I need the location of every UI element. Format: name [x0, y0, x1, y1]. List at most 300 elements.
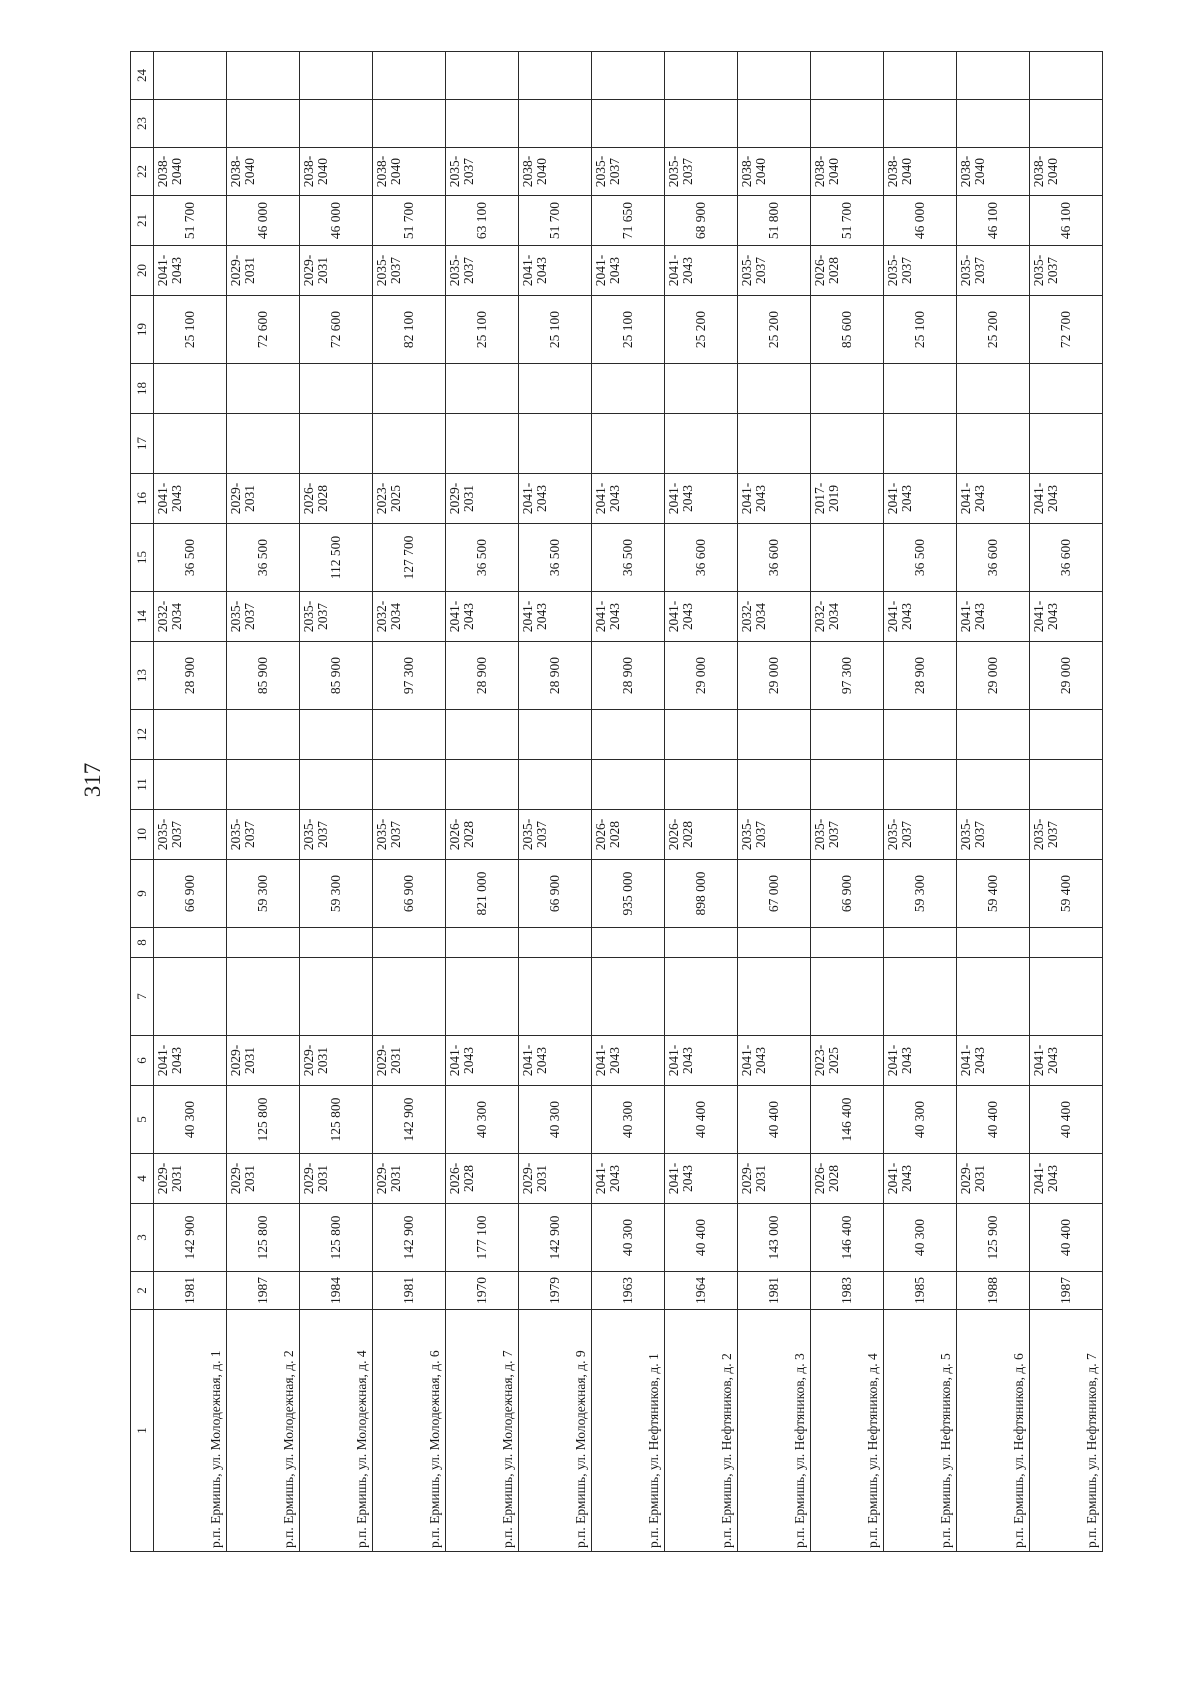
value-cell: 25 200: [957, 296, 1030, 364]
column-number: 21: [131, 196, 154, 246]
value-cell: [227, 100, 300, 148]
value-cell: 1970: [446, 1272, 519, 1310]
table-row: [373, 52, 446, 1552]
period-cell: 2041-2043: [592, 592, 665, 642]
period-cell: 2041-2043: [519, 474, 592, 524]
address-cell: р.п. Ермишь, ул. Нефтяников, д. 1: [592, 1310, 665, 1552]
value-cell: [519, 958, 592, 1036]
value-cell: [811, 524, 884, 592]
value-cell: 66 900: [811, 860, 884, 928]
value-cell: [592, 100, 665, 148]
value-cell: [957, 414, 1030, 474]
column-number: 4: [131, 1154, 154, 1204]
value-cell: 36 500: [154, 524, 227, 592]
period-cell: 2041-2043: [957, 592, 1030, 642]
period-cell: 2035-2037: [592, 148, 665, 196]
column-number: 16: [131, 474, 154, 524]
address-cell: р.п. Ермишь, ул. Нефтяников, д. 6: [957, 1310, 1030, 1552]
value-cell: 51 800: [738, 196, 811, 246]
period-cell: 2026-2028: [446, 1154, 519, 1204]
period-cell: 2041-2043: [592, 474, 665, 524]
value-cell: [154, 414, 227, 474]
value-cell: 36 500: [446, 524, 519, 592]
value-cell: [227, 760, 300, 810]
period-cell: 2029-2031: [373, 1154, 446, 1204]
value-cell: 46 000: [300, 196, 373, 246]
value-cell: [665, 710, 738, 760]
value-cell: 1984: [300, 1272, 373, 1310]
value-cell: [300, 364, 373, 414]
value-cell: 36 600: [665, 524, 738, 592]
period-cell: 2041-2043: [665, 592, 738, 642]
value-cell: [154, 100, 227, 148]
table-row: [227, 52, 300, 1552]
value-cell: [373, 710, 446, 760]
period-cell: 2032-2034: [738, 592, 811, 642]
value-cell: 72 600: [300, 296, 373, 364]
value-cell: [300, 928, 373, 958]
value-cell: 898 000: [665, 860, 738, 928]
period-cell: 2029-2031: [446, 474, 519, 524]
period-cell: 2035-2037: [300, 810, 373, 860]
value-cell: [957, 958, 1030, 1036]
value-cell: 1985: [884, 1272, 957, 1310]
value-cell: [519, 414, 592, 474]
period-cell: 2041-2043: [884, 1154, 957, 1204]
column-number: 19: [131, 296, 154, 364]
value-cell: [519, 364, 592, 414]
column-number: 9: [131, 860, 154, 928]
table-row: [811, 52, 884, 1552]
value-cell: [957, 100, 1030, 148]
period-cell: 2038-2040: [154, 148, 227, 196]
period-cell: 2032-2034: [811, 592, 884, 642]
value-cell: 1983: [811, 1272, 884, 1310]
period-cell: 2035-2037: [373, 246, 446, 296]
period-cell: 2029-2031: [227, 1036, 300, 1086]
value-cell: 82 100: [373, 296, 446, 364]
period-cell: 2035-2037: [957, 246, 1030, 296]
table-row: [154, 52, 227, 1552]
value-cell: [738, 100, 811, 148]
table-row: [957, 52, 1030, 1552]
value-cell: 142 900: [519, 1204, 592, 1272]
period-cell: 2035-2037: [884, 246, 957, 296]
value-cell: 59 300: [300, 860, 373, 928]
value-cell: [592, 710, 665, 760]
column-number: 22: [131, 148, 154, 196]
period-cell: 2041-2043: [446, 592, 519, 642]
column-number: 7: [131, 958, 154, 1036]
value-cell: [1030, 710, 1103, 760]
value-cell: [884, 760, 957, 810]
period-cell: 2035-2037: [884, 810, 957, 860]
value-cell: [592, 414, 665, 474]
value-cell: [884, 928, 957, 958]
value-cell: 46 000: [884, 196, 957, 246]
value-cell: [738, 414, 811, 474]
value-cell: 59 400: [1030, 860, 1103, 928]
value-cell: [446, 414, 519, 474]
value-cell: 1981: [154, 1272, 227, 1310]
value-cell: 66 900: [373, 860, 446, 928]
value-cell: [884, 710, 957, 760]
value-cell: [446, 958, 519, 1036]
period-cell: 2035-2037: [1030, 246, 1103, 296]
address-cell: р.п. Ермишь, ул. Молодежная, д. 4: [300, 1310, 373, 1552]
value-cell: [884, 958, 957, 1036]
period-cell: 2041-2043: [665, 1036, 738, 1086]
value-cell: [957, 710, 1030, 760]
period-cell: 2041-2043: [884, 474, 957, 524]
period-cell: 2041-2043: [1030, 592, 1103, 642]
value-cell: [227, 52, 300, 100]
value-cell: [154, 958, 227, 1036]
column-number-row: [131, 52, 154, 1552]
value-cell: 127 700: [373, 524, 446, 592]
value-cell: 29 000: [957, 642, 1030, 710]
value-cell: 40 400: [665, 1086, 738, 1154]
column-number: 14: [131, 592, 154, 642]
value-cell: 25 100: [519, 296, 592, 364]
table-row: [519, 52, 592, 1552]
value-cell: [373, 414, 446, 474]
value-cell: 40 300: [154, 1086, 227, 1154]
value-cell: [811, 100, 884, 148]
value-cell: 36 500: [592, 524, 665, 592]
value-cell: 1963: [592, 1272, 665, 1310]
period-cell: 2038-2040: [738, 148, 811, 196]
address-cell: р.п. Ермишь, ул. Молодежная, д. 6: [373, 1310, 446, 1552]
value-cell: [884, 52, 957, 100]
value-cell: 40 400: [738, 1086, 811, 1154]
value-cell: 46 000: [227, 196, 300, 246]
value-cell: 1988: [957, 1272, 1030, 1310]
period-cell: 2041-2043: [1030, 474, 1103, 524]
value-cell: 51 700: [154, 196, 227, 246]
value-cell: 1987: [1030, 1272, 1103, 1310]
value-cell: [300, 760, 373, 810]
period-cell: 2041-2043: [884, 1036, 957, 1086]
table-row: [300, 52, 373, 1552]
value-cell: 40 400: [1030, 1204, 1103, 1272]
value-cell: [957, 364, 1030, 414]
value-cell: 40 300: [884, 1204, 957, 1272]
address-cell: р.п. Ермишь, ул. Нефтяников, д. 4: [811, 1310, 884, 1552]
value-cell: 112 500: [300, 524, 373, 592]
value-cell: 36 600: [957, 524, 1030, 592]
value-cell: 142 900: [373, 1204, 446, 1272]
value-cell: 40 300: [592, 1086, 665, 1154]
value-cell: 142 900: [373, 1086, 446, 1154]
value-cell: 36 500: [519, 524, 592, 592]
value-cell: 85 900: [227, 642, 300, 710]
value-cell: 28 900: [154, 642, 227, 710]
value-cell: [227, 958, 300, 1036]
period-cell: 2041-2043: [592, 246, 665, 296]
value-cell: [738, 364, 811, 414]
value-cell: [300, 52, 373, 100]
period-cell: 2038-2040: [957, 148, 1030, 196]
value-cell: [592, 364, 665, 414]
value-cell: [300, 414, 373, 474]
value-cell: 63 100: [446, 196, 519, 246]
value-cell: 125 900: [957, 1204, 1030, 1272]
period-cell: 2041-2043: [738, 1036, 811, 1086]
column-number: 17: [131, 414, 154, 474]
address-cell: р.п. Ермишь, ул. Нефтяников, д. 7: [1030, 1310, 1103, 1552]
value-cell: 51 700: [519, 196, 592, 246]
address-cell: р.п. Ермишь, ул. Молодежная, д. 9: [519, 1310, 592, 1552]
period-cell: 2032-2034: [154, 592, 227, 642]
value-cell: [738, 760, 811, 810]
address-cell: р.п. Ермишь, ул. Нефтяников, д. 2: [665, 1310, 738, 1552]
value-cell: [519, 760, 592, 810]
period-cell: 2017-2019: [811, 474, 884, 524]
period-cell: 2038-2040: [884, 148, 957, 196]
value-cell: 28 900: [884, 642, 957, 710]
value-cell: [738, 958, 811, 1036]
value-cell: 935 000: [592, 860, 665, 928]
value-cell: [446, 52, 519, 100]
period-cell: 2041-2043: [592, 1036, 665, 1086]
period-cell: 2029-2031: [154, 1154, 227, 1204]
period-cell: 2026-2028: [300, 474, 373, 524]
value-cell: [519, 100, 592, 148]
value-cell: [227, 928, 300, 958]
period-cell: 2041-2043: [592, 1154, 665, 1204]
period-cell: 2035-2037: [738, 810, 811, 860]
value-cell: [592, 958, 665, 1036]
value-cell: 72 700: [1030, 296, 1103, 364]
address-cell: р.п. Ермишь, ул. Нефтяников, д. 5: [884, 1310, 957, 1552]
period-cell: 2041-2043: [665, 474, 738, 524]
column-number: 5: [131, 1086, 154, 1154]
value-cell: [227, 364, 300, 414]
period-cell: 2035-2037: [373, 810, 446, 860]
period-cell: 2026-2028: [446, 810, 519, 860]
value-cell: 59 300: [227, 860, 300, 928]
value-cell: [154, 760, 227, 810]
value-cell: [154, 928, 227, 958]
value-cell: 142 900: [154, 1204, 227, 1272]
period-cell: 2038-2040: [300, 148, 373, 196]
value-cell: 25 100: [592, 296, 665, 364]
column-number: 23: [131, 100, 154, 148]
value-cell: 51 700: [373, 196, 446, 246]
column-number: 8: [131, 928, 154, 958]
value-cell: [519, 928, 592, 958]
value-cell: [373, 958, 446, 1036]
period-cell: 2041-2043: [519, 246, 592, 296]
value-cell: 28 900: [592, 642, 665, 710]
value-cell: [738, 928, 811, 958]
value-cell: [446, 364, 519, 414]
period-cell: 2038-2040: [1030, 148, 1103, 196]
value-cell: 1981: [738, 1272, 811, 1310]
value-cell: 25 100: [884, 296, 957, 364]
value-cell: [811, 760, 884, 810]
table-row: [665, 52, 738, 1552]
value-cell: [373, 364, 446, 414]
value-cell: 59 400: [957, 860, 1030, 928]
column-number: 15: [131, 524, 154, 592]
period-cell: 2041-2043: [884, 592, 957, 642]
period-cell: 2035-2037: [227, 592, 300, 642]
value-cell: [373, 52, 446, 100]
value-cell: [738, 52, 811, 100]
value-cell: [373, 928, 446, 958]
column-number: 13: [131, 642, 154, 710]
period-cell: 2041-2043: [957, 474, 1030, 524]
value-cell: 28 900: [446, 642, 519, 710]
value-cell: 97 300: [373, 642, 446, 710]
value-cell: [665, 760, 738, 810]
value-cell: [811, 364, 884, 414]
value-cell: [446, 928, 519, 958]
value-cell: 36 500: [227, 524, 300, 592]
column-number: 3: [131, 1204, 154, 1272]
value-cell: 85 900: [300, 642, 373, 710]
period-cell: 2029-2031: [738, 1154, 811, 1204]
value-cell: 46 100: [1030, 196, 1103, 246]
period-cell: 2029-2031: [227, 246, 300, 296]
value-cell: 146 400: [811, 1204, 884, 1272]
table-row: [738, 52, 811, 1552]
value-cell: 67 000: [738, 860, 811, 928]
value-cell: [1030, 52, 1103, 100]
value-cell: [519, 52, 592, 100]
value-cell: [592, 760, 665, 810]
value-cell: [957, 52, 1030, 100]
value-cell: [811, 958, 884, 1036]
table-row: [884, 52, 957, 1552]
value-cell: [957, 928, 1030, 958]
value-cell: [300, 100, 373, 148]
period-cell: 2038-2040: [811, 148, 884, 196]
period-cell: 2035-2037: [300, 592, 373, 642]
value-cell: 36 600: [1030, 524, 1103, 592]
value-cell: 25 200: [738, 296, 811, 364]
period-cell: 2041-2043: [1030, 1154, 1103, 1204]
value-cell: [154, 364, 227, 414]
period-cell: 2026-2028: [592, 810, 665, 860]
period-cell: 2029-2031: [373, 1036, 446, 1086]
value-cell: 46 100: [957, 196, 1030, 246]
value-cell: [811, 928, 884, 958]
period-cell: 2041-2043: [154, 246, 227, 296]
value-cell: 821 000: [446, 860, 519, 928]
address-cell: р.п. Ермишь, ул. Молодежная, д. 1: [154, 1310, 227, 1552]
value-cell: 40 400: [1030, 1086, 1103, 1154]
value-cell: 66 900: [519, 860, 592, 928]
address-cell: р.п. Ермишь, ул. Молодежная, д. 7: [446, 1310, 519, 1552]
value-cell: 59 300: [884, 860, 957, 928]
value-cell: [1030, 958, 1103, 1036]
period-cell: 2035-2037: [227, 810, 300, 860]
period-cell: 2035-2037: [446, 246, 519, 296]
value-cell: [665, 958, 738, 1036]
value-cell: 29 000: [1030, 642, 1103, 710]
value-cell: 40 300: [884, 1086, 957, 1154]
value-cell: 25 200: [665, 296, 738, 364]
value-cell: 29 000: [738, 642, 811, 710]
period-cell: 2041-2043: [665, 1154, 738, 1204]
period-cell: 2035-2037: [446, 148, 519, 196]
value-cell: 125 800: [300, 1086, 373, 1154]
column-number: 24: [131, 52, 154, 100]
period-cell: 2026-2028: [665, 810, 738, 860]
period-cell: 2041-2043: [519, 592, 592, 642]
period-cell: 2041-2043: [154, 474, 227, 524]
period-cell: 2035-2037: [811, 810, 884, 860]
value-cell: [154, 52, 227, 100]
value-cell: 177 100: [446, 1204, 519, 1272]
value-cell: 1981: [373, 1272, 446, 1310]
table-row: [1030, 52, 1103, 1552]
address-cell: р.п. Ермишь, ул. Нефтяников, д. 3: [738, 1310, 811, 1552]
value-cell: [884, 414, 957, 474]
period-cell: 2038-2040: [519, 148, 592, 196]
value-cell: [884, 364, 957, 414]
period-cell: 2035-2037: [154, 810, 227, 860]
period-cell: 2023-2025: [373, 474, 446, 524]
period-cell: 2029-2031: [300, 1154, 373, 1204]
value-cell: [227, 414, 300, 474]
period-cell: 2023-2025: [811, 1036, 884, 1086]
value-cell: [665, 364, 738, 414]
value-cell: [446, 710, 519, 760]
period-cell: 2041-2043: [957, 1036, 1030, 1086]
value-cell: [884, 100, 957, 148]
value-cell: [665, 414, 738, 474]
value-cell: [957, 760, 1030, 810]
value-cell: 36 600: [738, 524, 811, 592]
period-cell: 2029-2031: [300, 246, 373, 296]
value-cell: [811, 52, 884, 100]
value-cell: [738, 710, 811, 760]
value-cell: 72 600: [227, 296, 300, 364]
value-cell: 71 650: [592, 196, 665, 246]
value-cell: [373, 100, 446, 148]
column-number: 10: [131, 810, 154, 860]
period-cell: 2026-2028: [811, 246, 884, 296]
value-cell: 1979: [519, 1272, 592, 1310]
value-cell: [1030, 928, 1103, 958]
value-cell: [811, 414, 884, 474]
value-cell: 29 000: [665, 642, 738, 710]
rotated-table-sheet: [130, 52, 1099, 1552]
data-table: [130, 51, 1103, 1552]
value-cell: 40 400: [665, 1204, 738, 1272]
period-cell: 2035-2037: [957, 810, 1030, 860]
value-cell: 143 000: [738, 1204, 811, 1272]
column-number: 12: [131, 710, 154, 760]
period-cell: 2029-2031: [957, 1154, 1030, 1204]
value-cell: [1030, 364, 1103, 414]
period-cell: 2041-2043: [446, 1036, 519, 1086]
table-body: [131, 52, 1103, 1552]
value-cell: [1030, 100, 1103, 148]
column-number: 11: [131, 760, 154, 810]
value-cell: [1030, 760, 1103, 810]
value-cell: [811, 710, 884, 760]
value-cell: 146 400: [811, 1086, 884, 1154]
column-number: 1: [131, 1310, 154, 1552]
period-cell: 2029-2031: [300, 1036, 373, 1086]
value-cell: [1030, 414, 1103, 474]
value-cell: 28 900: [519, 642, 592, 710]
